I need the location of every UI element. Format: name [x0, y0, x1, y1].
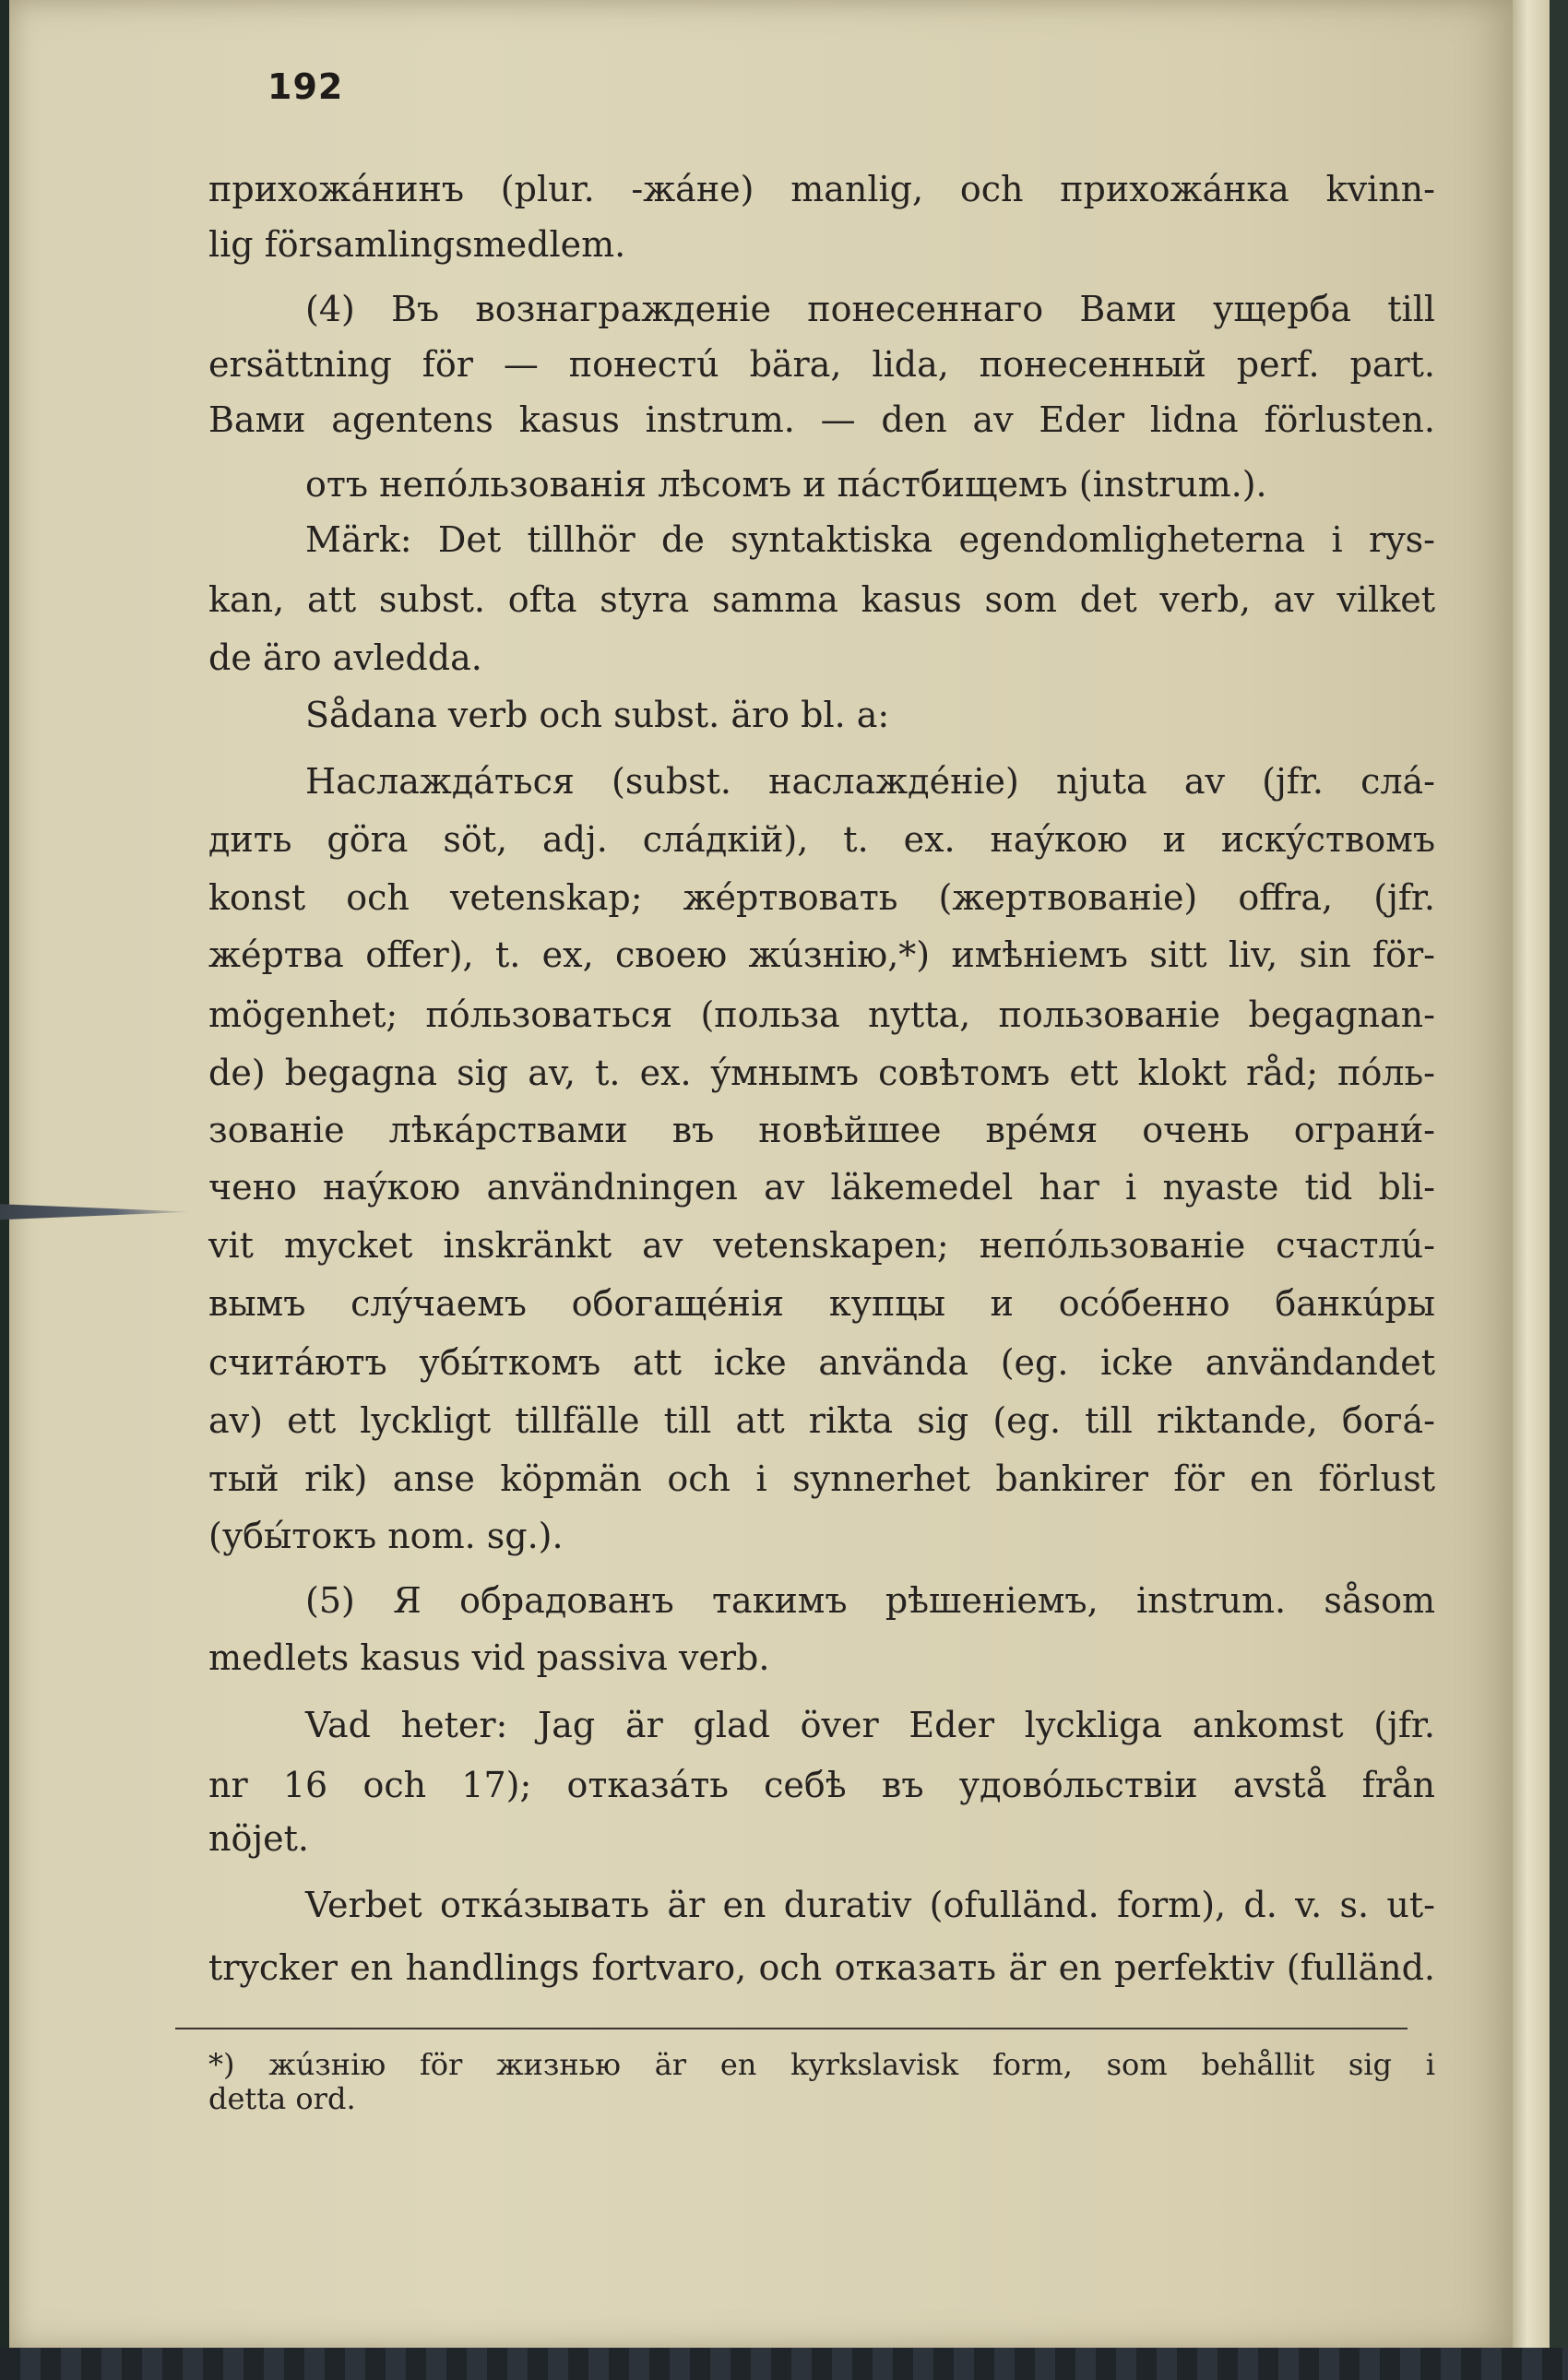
text-line: lig församlingsmedlem.	[208, 224, 626, 265]
footnote-rule	[175, 2028, 1408, 2029]
text-line: de) begagna sig av, t. ex. ýмнымъ совѣтомъ ett klokt råd; пóль-	[208, 1053, 1435, 1093]
text-line: зованіе лѣкáрствами въ новѣйшее врéмя очень ограни́-	[208, 1110, 1435, 1150]
scanner-bed-right	[1550, 0, 1568, 2350]
text-line: прихожáнинъ (plur. -жáне) manlig, och прихожáнка kvinn-	[208, 169, 1435, 209]
text-line: konst och vetenskap; жéртвовать (жертвованіе) offra, (jfr.	[208, 877, 1435, 918]
text-line: Märk: Det tillhör de syntaktiska egendomligheterna i rys-	[305, 519, 1435, 560]
footnote-line: detta ord.	[208, 2081, 356, 2116]
text-line: (5) Я обрадованъ такимъ рѣшеніемъ, instrum. såsom	[305, 1580, 1435, 1621]
text-line: дить göra söt, adj. слáдкій), t. ex. наýкою и искýствомъ	[208, 819, 1435, 860]
text-line: вымъ слýчаемъ обогащéнія купцы и осóбенно банкúры	[208, 1283, 1435, 1324]
text-line: Вами agentens kasus instrum. — den av Eder lidna förlusten.	[208, 399, 1435, 440]
text-line: medlets kasus vid passiva verb.	[208, 1637, 770, 1678]
text-line: отъ непóльзованія лѣсомъ и пáстбищемъ (instrum.).	[305, 464, 1267, 505]
scanner-bed-bottom	[0, 2348, 1568, 2380]
text-line: Sådana verb och subst. äro bl. a:	[305, 695, 890, 735]
text-line: жéртва offer), t. ex, своею жúзнію,*) имѣніемъ sitt liv, sin för-	[208, 934, 1435, 975]
text-line: Наслаждáться (subst. наслаждéніе) njuta av (jfr. слá-	[305, 761, 1435, 802]
text-line: (убы́токъ nom. sg.).	[208, 1516, 564, 1556]
text-line: считáютъ убы́ткомъ att icke använda (eg. icke användandet	[208, 1342, 1435, 1383]
text-line: Vad heter: Jag är glad över Eder lyckliga ankomst (jfr.	[305, 1705, 1435, 1745]
text-line: av) ett lyckligt tillfälle till att rikta sig (eg. till riktande, богá-	[208, 1400, 1435, 1441]
text-line: mögenhet; пóльзоваться (польза nytta, пользованіе begagnan-	[208, 994, 1435, 1035]
text-line: тый rik) anse köpmän och i synnerhet bankirer för en förlust	[208, 1458, 1435, 1499]
text-line: (4) Въ вознагражденіе понесеннаго Вами ущерба till	[305, 289, 1435, 329]
text-line: kan, att subst. ofta styra samma kasus som det verb, av vilket	[208, 579, 1435, 620]
text-line: trycker en handlings fortvaro, och отказать är en perfektiv (fulländ.	[208, 1947, 1435, 1988]
page-edge	[1513, 0, 1550, 2350]
text-line: ersättning för — понестú bära, lida, понесенный perf. part.	[208, 344, 1435, 385]
footnote-line: *) жúзнію för жизнью är en kyrkslavisk form, som behållit sig i	[208, 2047, 1435, 2082]
text-line: nöjet.	[208, 1818, 309, 1859]
text-line: чено наýкою användningen av läkemedel har i nyaste tid bli-	[208, 1167, 1435, 1208]
text-line: Verbet откáзывать är en durativ (ofulländ. form), d. v. s. ut-	[305, 1885, 1435, 1925]
page-number: 192	[267, 66, 344, 107]
text-line: de äro avledda.	[208, 637, 482, 678]
text-line: vit mycket inskränkt av vetenskapen; непóльзованіе счастлú-	[208, 1225, 1435, 1266]
text-line: nr 16 och 17); отказáть себѣ въ удовóльствіи avstå från	[208, 1765, 1435, 1805]
